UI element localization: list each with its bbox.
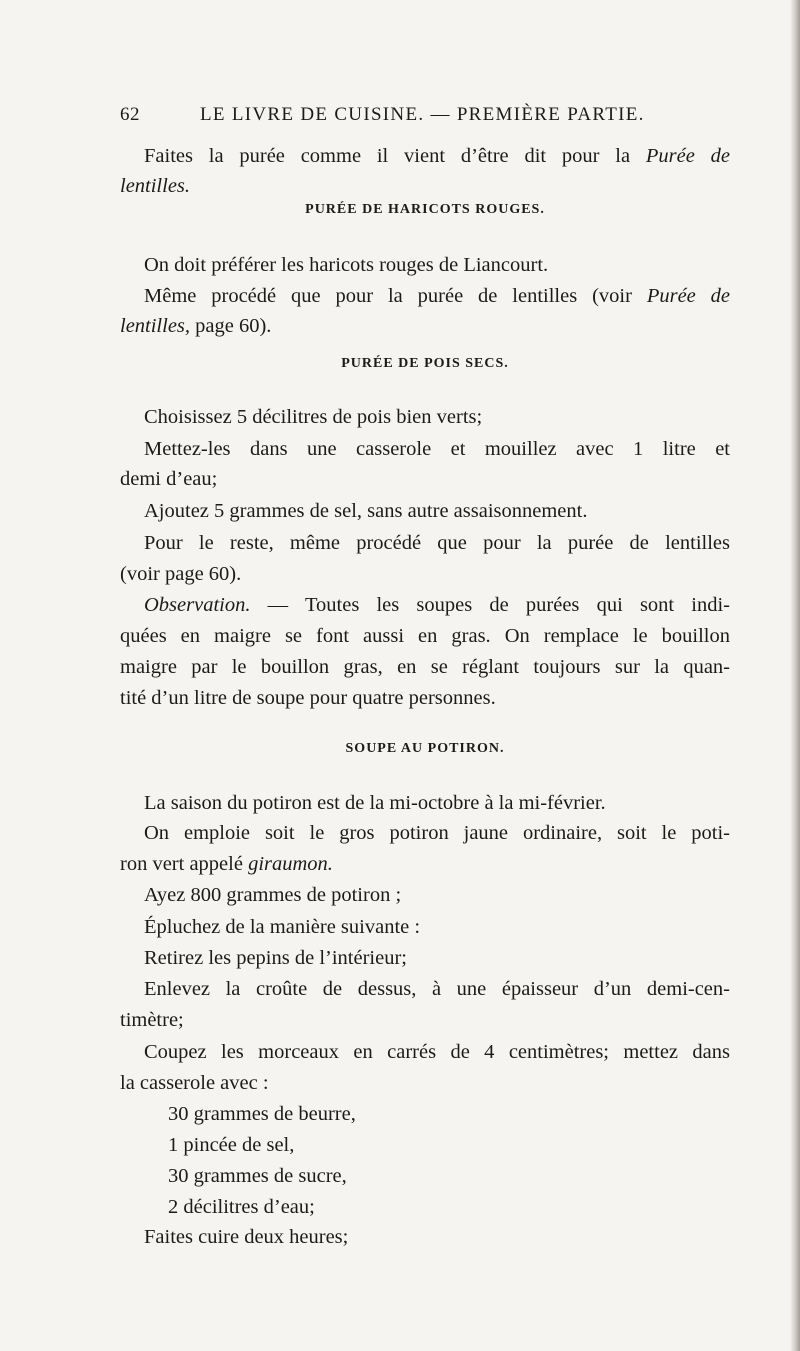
text-line: Enlevez la croûte de dessus, à une épaisseur d’un demi-cen- [144, 978, 730, 1000]
text-line: Faites la purée comme il vient d’être dit pour la Purée de [144, 145, 730, 167]
page-edge-shadow [790, 0, 800, 1351]
text-line: ron vert appelé giraumon. [120, 853, 333, 875]
text-line: On emploie soit le gros potiron jaune ordinaire, soit le poti- [144, 822, 730, 844]
text-line: Choisissez 5 décilitres de pois bien verts; [144, 406, 483, 428]
text-line: On doit préférer les haricots rouges de Liancourt. [144, 254, 549, 276]
text-line: timètre; [120, 1009, 184, 1031]
text-line: quées en maigre se font aussi en gras. On remplace le bouillon [120, 625, 730, 647]
text-line: maigre par le bouillon gras, en se réglant toujours sur la quan- [120, 656, 730, 678]
text-line: 2 décilitres d’eau; [168, 1196, 315, 1218]
section-heading-haricots: PURÉE DE HARICOTS ROUGES. [305, 202, 545, 217]
page-number: 62 [120, 104, 140, 125]
text-line: tité d’un litre de soupe pour quatre personnes. [120, 687, 496, 709]
text-line: Observation. — Toutes les soupes de purées qui sont indi- [144, 594, 730, 616]
text-line: Ajoutez 5 grammes de sel, sans autre assaisonnement. [144, 500, 588, 522]
text-line: La saison du potiron est de la mi-octobre à la mi-février. [144, 792, 606, 814]
text-line: 30 grammes de beurre, [168, 1103, 356, 1125]
section-heading-potiron: SOUPE AU POTIRON. [345, 741, 505, 756]
text-line: Pour le reste, même procédé que pour la purée de lentilles [144, 532, 730, 554]
text-line: Même procédé que pour la purée de lentilles (voir Purée de [144, 285, 731, 307]
text-line: la casserole avec : [120, 1072, 269, 1094]
running-title: LE LIVRE DE CUISINE. — PREMIÈRE PARTIE. [200, 104, 645, 125]
text-line: lentilles. [120, 175, 191, 197]
text-line: Ayez 800 grammes de potiron ; [144, 884, 402, 906]
text-line: Mettez-les dans une casserole et mouillez avec 1 litre et [144, 438, 730, 460]
text-line: lentilles, page 60). [120, 315, 272, 337]
text-line: Coupez les morceaux en carrés de 4 centimètres; mettez dans [144, 1041, 730, 1063]
text-line: (voir page 60). [120, 563, 242, 585]
text-line: Retirez les pepins de l’intérieur; [144, 947, 407, 969]
text-line: demi d’eau; [120, 468, 218, 490]
section-heading-pois: PURÉE DE POIS SECS. [341, 356, 509, 371]
text-line: Faites cuire deux heures; [144, 1226, 349, 1248]
text-line: 30 grammes de sucre, [168, 1165, 347, 1187]
text-line: 1 pincée de sel, [168, 1134, 295, 1156]
text-line: Épluchez de la manière suivante : [144, 916, 421, 938]
